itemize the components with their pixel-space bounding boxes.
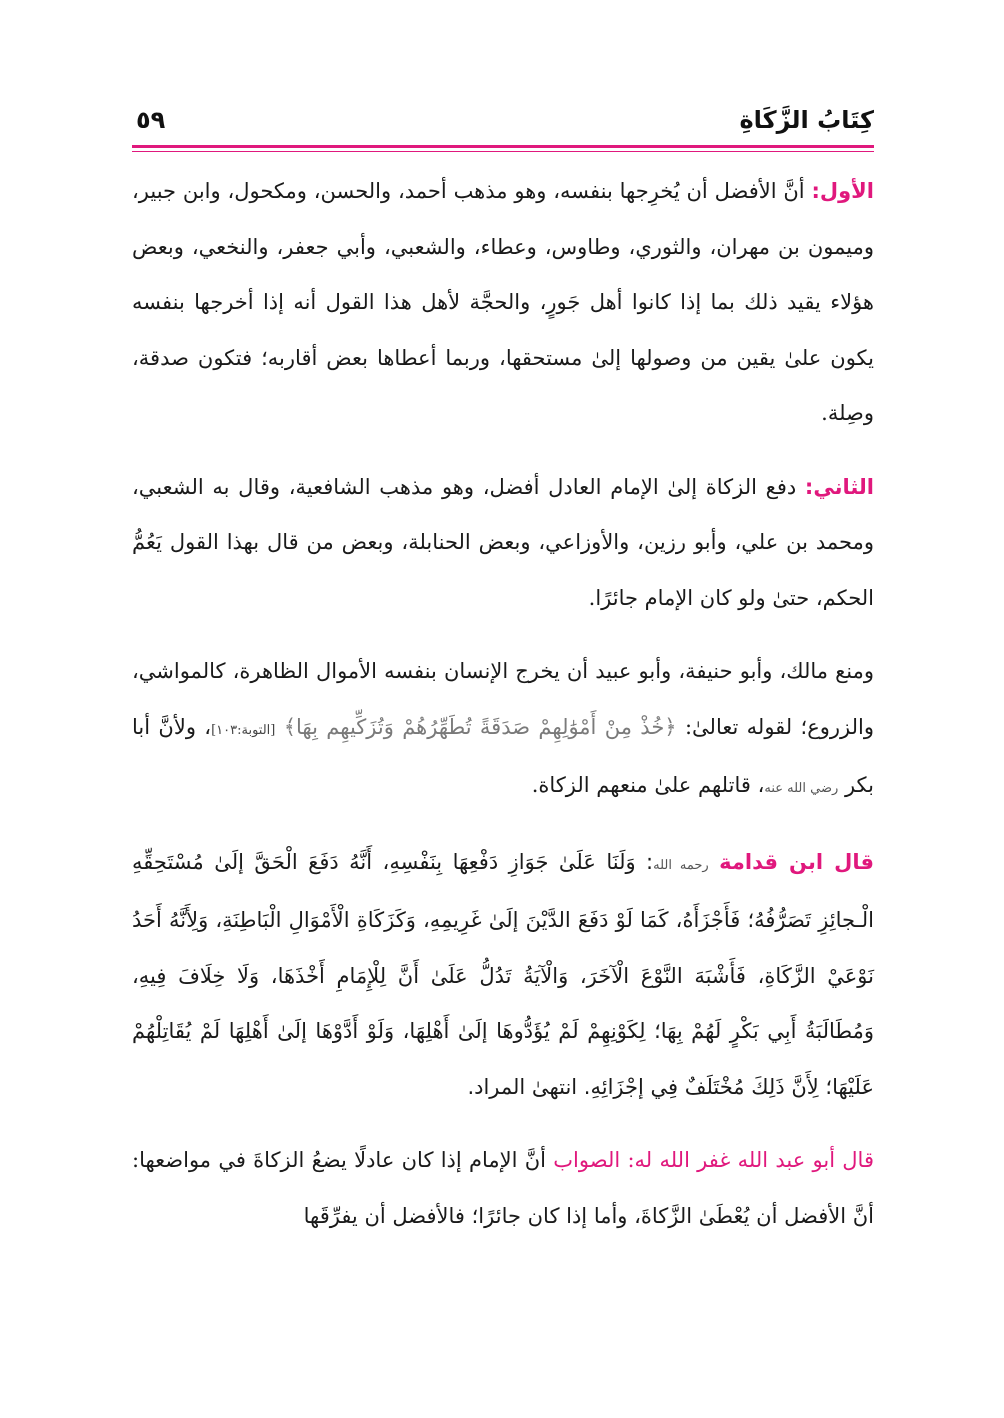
paragraph-text: دفع الزكاة إلىٰ الإمام العادل أفضل، وهو مذهب الشافعية، وقال به الشعبي، ومحمد بن علي، وأبو رزين، والأوزاعي، وبعض الحنابلة، وبعض من قال بهذا القول يَعُمُّ الحكم، حتىٰ ولو كان الإمام جائرًا. bbox=[132, 474, 874, 610]
honorific: رحمه الله bbox=[653, 857, 709, 873]
quran-verse: ﴿خُذْ مِنْ أَمْوَٰلِهِمْ صَدَقَةً تُطَهِّرُهُمْ وَتُزَكِّيهِم بِهَا﴾ bbox=[283, 714, 677, 739]
quote-author: قال ابن قدامة bbox=[719, 849, 874, 874]
paragraph-third-opinion bbox=[132, 644, 874, 817]
paragraph-lead: الثاني: bbox=[804, 474, 874, 499]
paragraph-text: ومنع مالك، وأبو حنيفة، وأبو عبيد أن يخرج الإنسان بنفسه الأموال الظاهرة، كالمواشي، والزروع؛ لقوله تعالىٰ: bbox=[132, 659, 874, 739]
paragraph-author-verdict bbox=[132, 1133, 874, 1244]
header-rule-thick bbox=[132, 145, 874, 148]
page-content bbox=[132, 164, 874, 1262]
honorific: رضي الله عنه bbox=[764, 781, 839, 796]
verse-reference: [التوبة:١٠٣] bbox=[211, 722, 276, 738]
author-speaker: قال أبو عبد الله غفر الله له: bbox=[627, 1148, 874, 1172]
paragraph-text: ، قاتلهم علىٰ منعهم الزكاة. bbox=[531, 773, 765, 797]
paragraph-first-opinion bbox=[132, 164, 874, 442]
paragraph-text: أنَّ الإمام إذا كان عادلًا يضعُ الزكاةَ في مواضعها: أنَّ الأفضل أن يُعْطَىٰ الزَّكاةَ، وأما إذا كان جائرًا؛ فالأفضل أن يفرِّقَها bbox=[132, 1148, 874, 1228]
paragraph-ibn-qudama-quote bbox=[132, 835, 874, 1116]
verdict-label: الصواب bbox=[553, 1148, 621, 1172]
paragraph-text: ، ولأنَّ أبا بكر bbox=[132, 714, 874, 797]
book-title: كِتَابُ الزَّكَاةِ bbox=[739, 106, 874, 134]
page-header bbox=[132, 100, 874, 140]
paragraph-lead: الأول: bbox=[811, 179, 874, 203]
paragraph-text: أنَّ الأفضل أن يُخرِجها بنفسه، وهو مذهب أحمد، والحسن، ومكحول، وابن جبير، وميمون بن مهران، والثوري، وطاوس، وعطاء، والشعبي، وأبي جعفر، والنخعي، وبعض هؤلاء يقيد ذلك بما إذا كانوا أهل جَورٍ، والحجَّة لأهل هذا القول أنه إذا أخرجها بنفسه يكون علىٰ يقين من وصولها إلىٰ مستحقها، وربما أعطاها بعض أقاربه؛ فتكون صدقة، وصِلة. bbox=[132, 179, 874, 425]
header-rule-thin bbox=[132, 151, 874, 152]
quote-text: : وَلَنَا عَلَىٰ جَوَازِ دَفْعِهَا بِنَفْسِهِ، أَنَّهُ دَفَعَ الْحَقَّ إلَىٰ مُسْتَحِقِّهِ الْـجائِزِ تَصَرُّفُهُ؛ فَأَجْزَأَهُ، كَمَا لَوْ دَفَعَ الدَّيْنَ إلَىٰ غَرِيمِهِ، وَكَزَكَاةِ الْأَمْوَالِ الْبَاطِنَةِ، وَلِأَنَّهُ أَحَدُ نَوْعَيْ الزَّكَاةِ، فَأَشْبَهَ النَّوْعَ الْآخَرَ، وَالْآيَةُ تَدُلُّ عَلَىٰ أَنَّ لِلْإِمَامِ أَخْذَهَا، وَلَا خِلَافَ فِيهِ، وَمُطَالَبَةُ أَبِي بَكْرٍ لَهُمْ بِهَا؛ لِكَوْنِهِمْ لَمْ يُؤَدُّوهَا إلَىٰ أَهْلِهَا، وَلَوْ أَدَّوْهَا إلَىٰ أَهْلِهَا لَمْ يُقَاتِلْهُمْ عَلَيْهَا؛ لِأَنَّ ذَلِكَ مُخْتَلَفٌ فِي إجْزَائِهِ. انتهىٰ المراد. bbox=[132, 849, 874, 1099]
paragraph-second-opinion bbox=[132, 460, 874, 627]
page-number: ٥٩ bbox=[136, 106, 166, 134]
